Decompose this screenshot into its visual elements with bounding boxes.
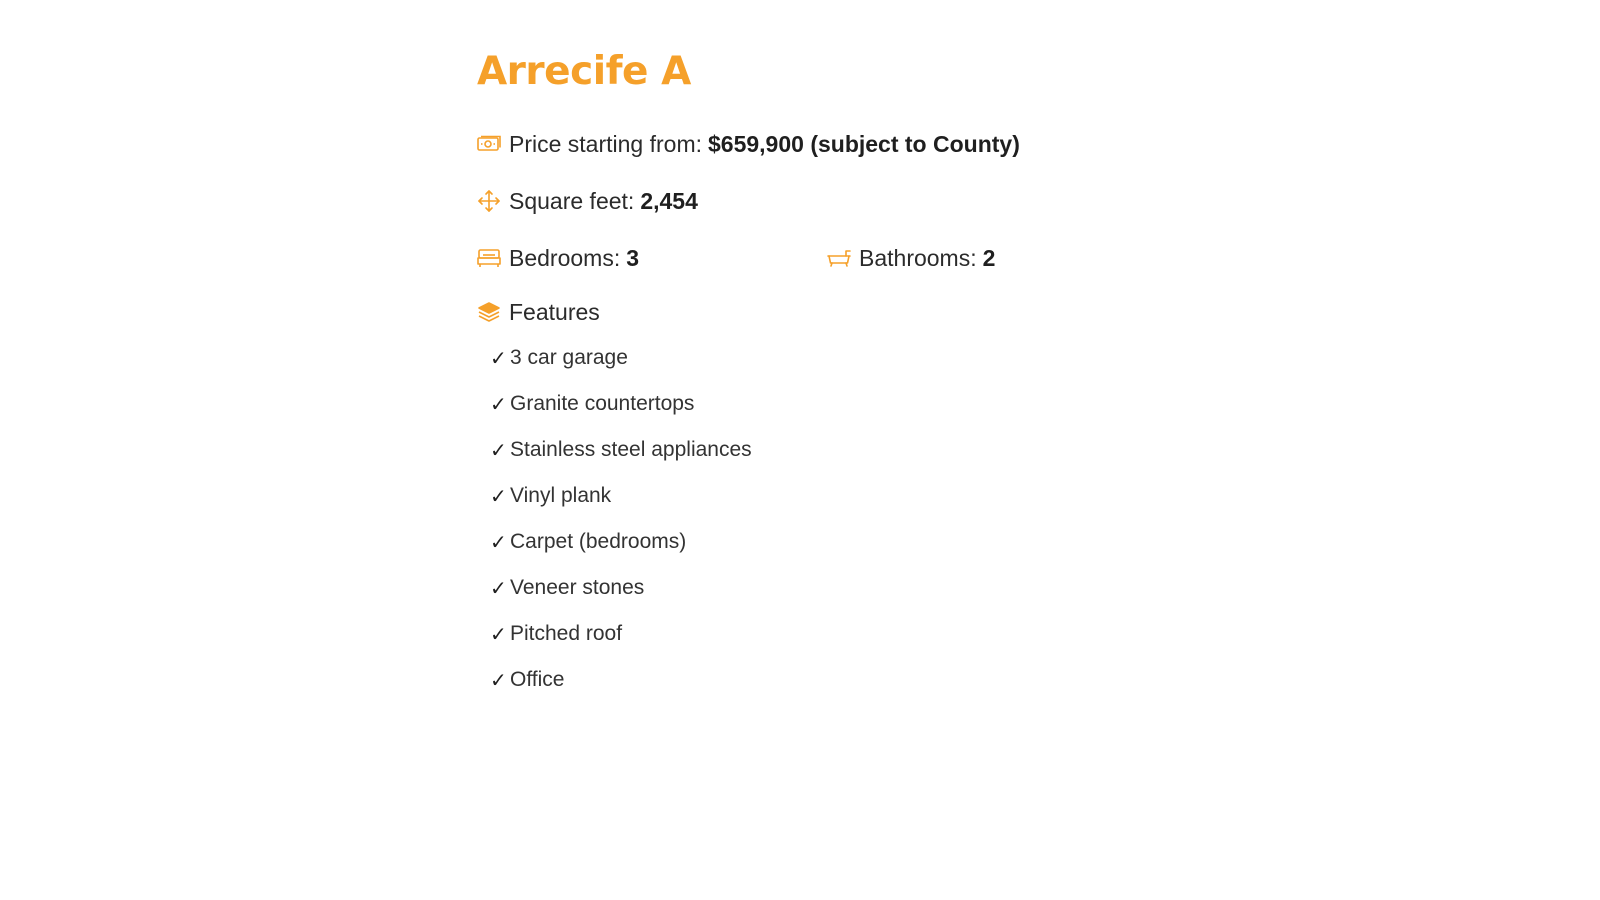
feature-text: Veneer stones	[510, 576, 645, 599]
price-value: $659,900 (subject to County)	[708, 130, 1020, 157]
feature-text: Stainless steel appliances	[510, 438, 752, 461]
rooms-row	[477, 240, 1177, 276]
feature-text: 3 car garage	[510, 346, 628, 369]
square-feet-label: Square feet:	[509, 187, 635, 214]
check-icon: ✓	[490, 530, 507, 554]
bedrooms-value: 3	[626, 244, 640, 271]
money-icon	[477, 132, 501, 156]
feature-item	[490, 473, 1177, 519]
feature-item	[490, 427, 1177, 473]
listing-details	[477, 46, 1177, 703]
check-icon: ✓	[490, 668, 507, 692]
bathtub-icon	[827, 246, 851, 270]
check-icon: ✓	[490, 576, 507, 600]
bed-icon	[477, 246, 501, 270]
feature-item	[490, 519, 1177, 565]
check-icon: ✓	[490, 484, 507, 508]
check-icon: ✓	[490, 346, 507, 370]
price-row	[477, 126, 1177, 162]
feature-item	[490, 611, 1177, 657]
check-icon: ✓	[490, 438, 507, 462]
check-icon: ✓	[490, 622, 507, 646]
square-feet-row	[477, 183, 1177, 219]
features-title: Features	[509, 298, 600, 325]
feature-text: Office	[510, 668, 565, 691]
feature-item	[490, 335, 1177, 381]
feature-text: Pitched roof	[510, 622, 623, 645]
feature-list	[477, 335, 1177, 703]
page-title: Arrecife A	[477, 49, 691, 94]
feature-item	[490, 381, 1177, 427]
bathrooms	[827, 245, 1177, 272]
features-heading	[477, 295, 1177, 329]
feature-text: Vinyl plank	[510, 484, 612, 507]
feature-item	[490, 657, 1177, 703]
bathrooms-label: Bathrooms:	[859, 244, 977, 271]
bedrooms	[477, 245, 827, 272]
bedrooms-label: Bedrooms:	[509, 244, 621, 271]
move-arrows-icon	[477, 189, 501, 213]
feature-text: Granite countertops	[510, 392, 695, 415]
layers-icon	[477, 300, 501, 324]
feature-item	[490, 565, 1177, 611]
check-icon: ✓	[490, 392, 507, 416]
price-label: Price starting from:	[509, 130, 702, 157]
feature-text: Carpet (bedrooms)	[510, 530, 687, 553]
square-feet-value: 2,454	[640, 187, 698, 214]
bathrooms-value: 2	[982, 244, 996, 271]
